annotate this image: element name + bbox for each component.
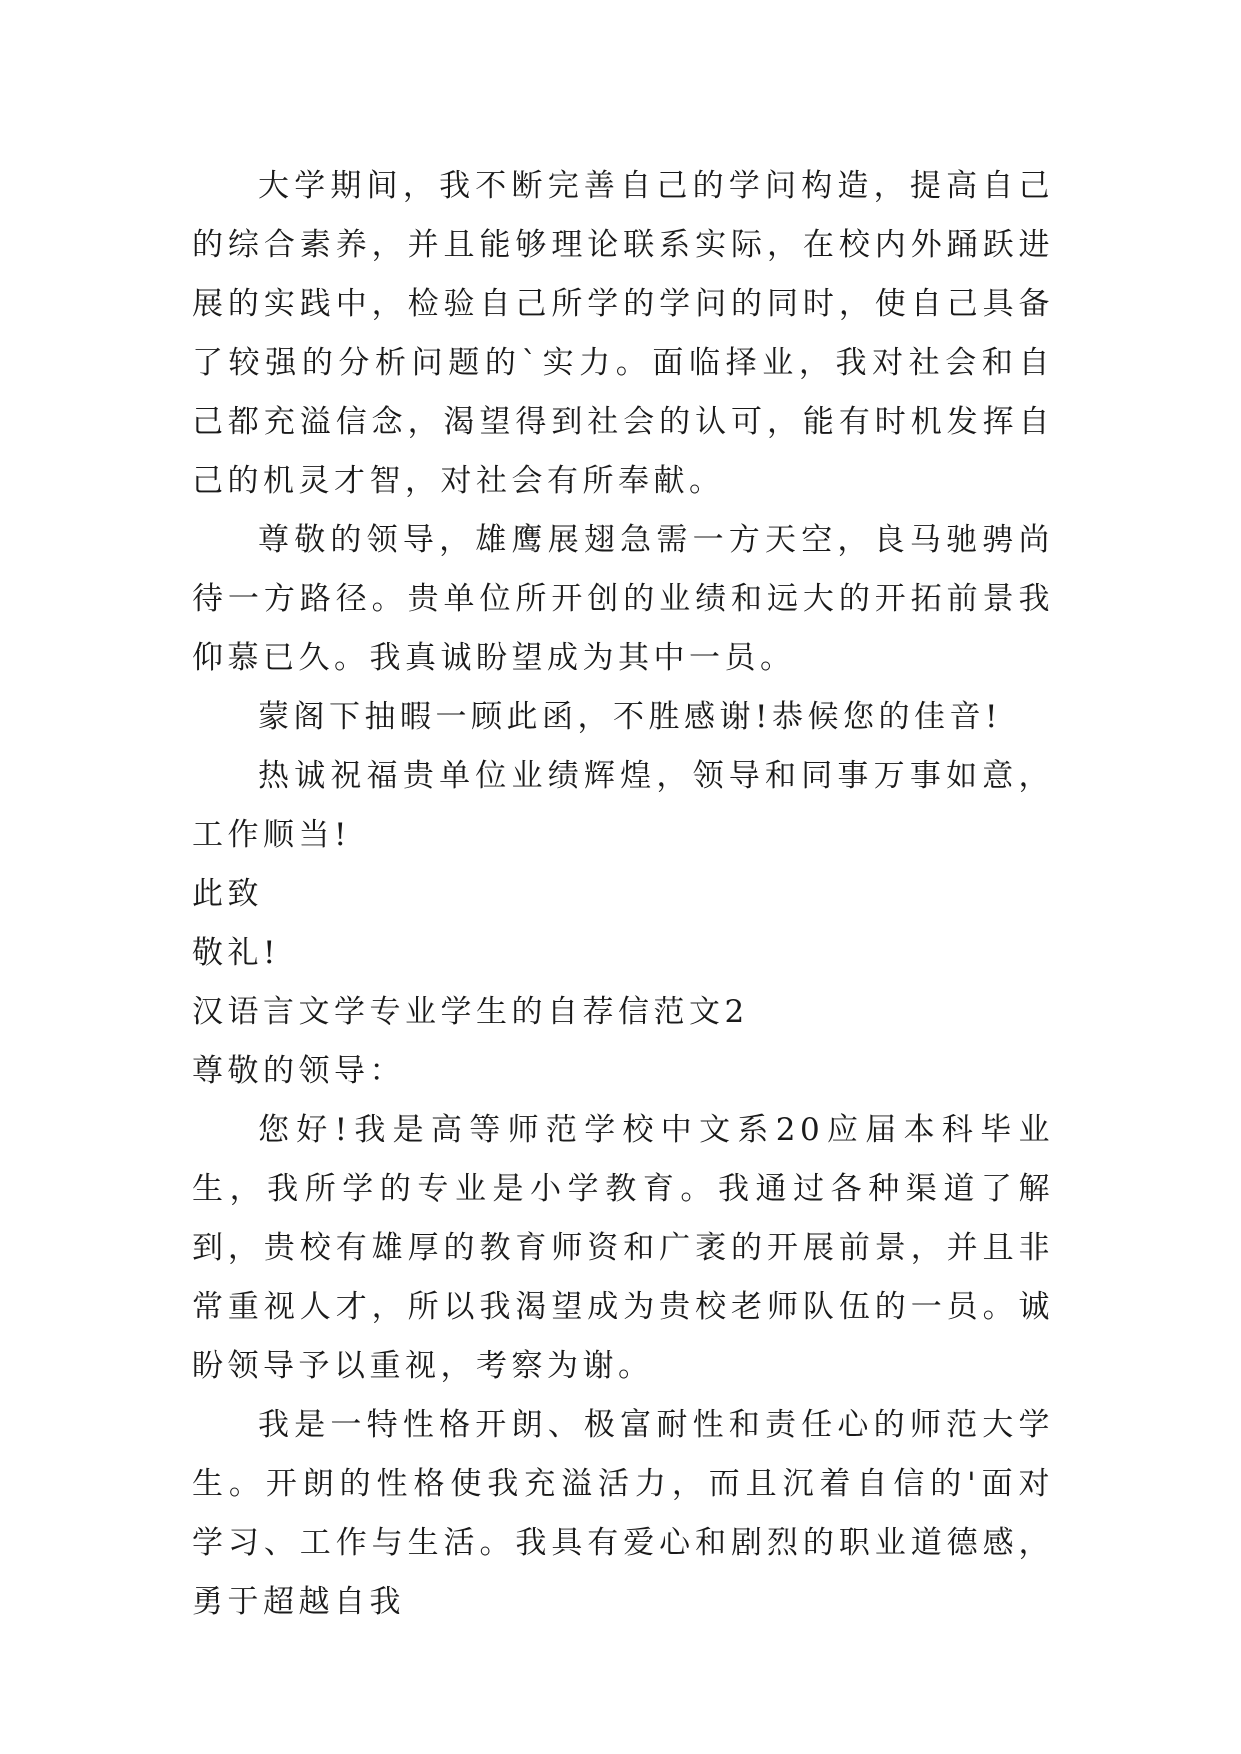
paragraph-1: 大学期间，我不断完善自己的学问构造，提高自己的综合素养，并且能够理论联系实际，在校内外踊跃进展的实践中，检验自己所学的学问的同时，使自己具备了较强的分析问题的`实力。面临择业，我对社会和自己都充溢信念，渴望得到社会的认可，能有时机发挥自己的机灵才智，对社会有所奉献。 [192,168,1054,499]
section-title: 汉语言文学专业学生的自荐信范文2 [192,994,749,1030]
paragraph-5: 您好!我是高等师范学校中文系20应届本科毕业生，我所学的专业是小学教育。我通过各种渠道了解到，贵校有雄厚的教育师资和广袤的开展前景，并且非常重视人才，所以我渴望成为贵校老师队伍的一员。诚盼领导予以重视，考察为谢。 [192,1112,1054,1384]
closing-cizhi: 此致 [192,876,263,912]
paragraph-4: 热诚祝福贵单位业绩辉煌，领导和同事万事如意，工作顺当! [192,758,1054,853]
paragraph-6: 我是一特性格开朗、极富耐性和责任心的师范大学生。开朗的性格使我充溢活力，而且沉着自信的'面对学习、工作与生活。我具有爱心和剧烈的职业道德感，勇于超越自我 [192,1407,1054,1620]
paragraph-2: 尊敬的领导，雄鹰展翅急需一方天空，良马驰骋尚待一方路径。贵单位所开创的业绩和远大的开拓前景我仰慕已久。我真诚盼望成为其中一员。 [192,522,1054,676]
closing-jingli: 敬礼! [192,935,280,971]
document-body [192,157,1054,1632]
salutation: 尊敬的领导： [192,1053,405,1089]
paragraph-3: 蒙阁下抽暇一顾此函，不胜感谢!恭候您的佳音! [258,699,1002,735]
